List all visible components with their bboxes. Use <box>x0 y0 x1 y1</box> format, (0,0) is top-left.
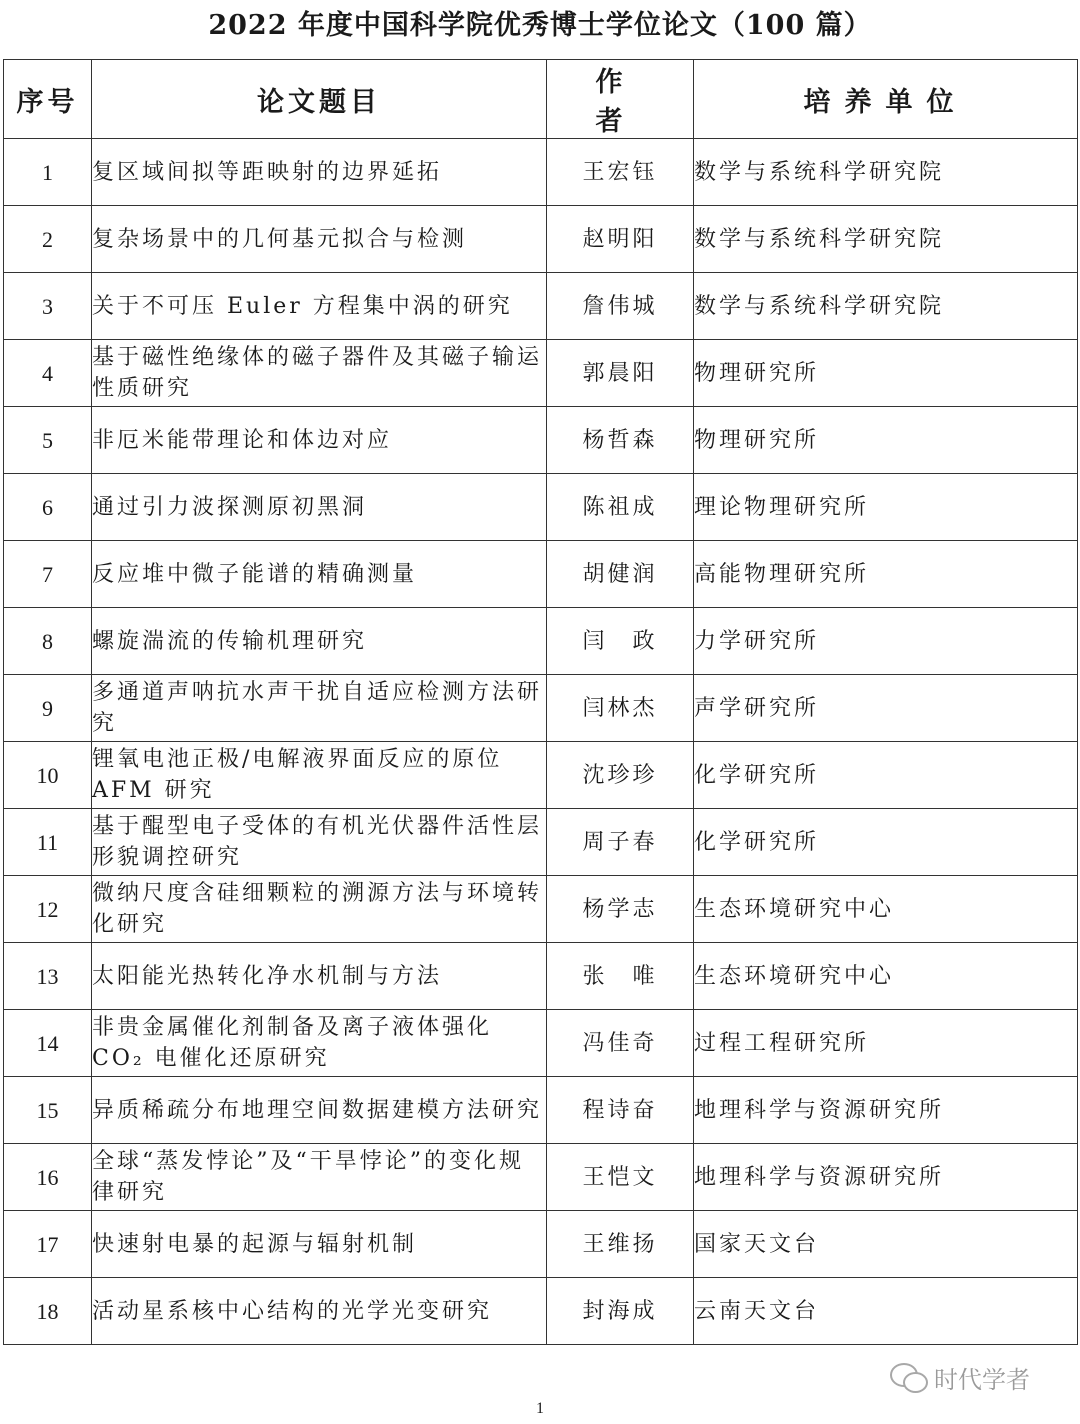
training-unit: 物理研究所 <box>694 407 1078 474</box>
header-no: 序号 <box>4 60 92 139</box>
training-unit: 数学与系统科学研究院 <box>694 139 1078 206</box>
table-row <box>4 1144 1078 1211</box>
header-title: 论文题目 <box>92 60 547 139</box>
thesis-title: 异质稀疏分布地理空间数据建模方法研究 <box>92 1077 547 1144</box>
row-number: 3 <box>4 273 92 340</box>
training-unit: 云南天文台 <box>694 1278 1078 1345</box>
author-name: 赵明阳 <box>547 206 694 273</box>
table-row <box>4 809 1078 876</box>
thesis-title: 关于不可压 Euler 方程集中涡的研究 <box>92 273 547 340</box>
row-number: 16 <box>4 1144 92 1211</box>
thesis-table <box>3 59 1078 1345</box>
row-number: 1 <box>4 139 92 206</box>
training-unit: 地理科学与资源研究所 <box>694 1077 1078 1144</box>
row-number: 11 <box>4 809 92 876</box>
table-row <box>4 206 1078 273</box>
thesis-title: 全球“蒸发悖论”及“干旱悖论”的变化规律研究 <box>92 1144 547 1211</box>
author-name: 封海成 <box>547 1278 694 1345</box>
table-row <box>4 742 1078 809</box>
table-row <box>4 1278 1078 1345</box>
row-number: 12 <box>4 876 92 943</box>
author-name: 王维扬 <box>547 1211 694 1278</box>
row-number: 10 <box>4 742 92 809</box>
watermark-text: 时代学者 <box>934 1366 1030 1394</box>
author-name: 周子春 <box>547 809 694 876</box>
table-body <box>4 139 1078 1345</box>
training-unit: 国家天文台 <box>694 1211 1078 1278</box>
header-unit: 培养单位 <box>694 60 1078 139</box>
training-unit: 声学研究所 <box>694 675 1078 742</box>
training-unit: 地理科学与资源研究所 <box>694 1144 1078 1211</box>
training-unit: 生态环境研究中心 <box>694 876 1078 943</box>
thesis-title: 微纳尺度含硅细颗粒的溯源方法与环境转化研究 <box>92 876 547 943</box>
author-name: 程诗奋 <box>547 1077 694 1144</box>
row-number: 14 <box>4 1010 92 1077</box>
watermark <box>890 1360 1030 1395</box>
table-row <box>4 273 1078 340</box>
table-row <box>4 608 1078 675</box>
training-unit: 数学与系统科学研究院 <box>694 206 1078 273</box>
training-unit: 过程工程研究所 <box>694 1010 1078 1077</box>
author-name: 郭晨阳 <box>547 340 694 407</box>
thesis-title: 活动星系核中心结构的光学光变研究 <box>92 1278 547 1345</box>
author-name: 王恺文 <box>547 1144 694 1211</box>
header-author: 作 者 <box>547 60 694 139</box>
page-number: 1 <box>536 1400 544 1417</box>
thesis-title: 螺旋湍流的传输机理研究 <box>92 608 547 675</box>
table-row <box>4 1077 1078 1144</box>
thesis-title: 太阳能光热转化净水机制与方法 <box>92 943 547 1010</box>
author-name: 冯佳奇 <box>547 1010 694 1077</box>
table-row <box>4 675 1078 742</box>
table-row <box>4 407 1078 474</box>
author-name: 杨哲森 <box>547 407 694 474</box>
table-row <box>4 139 1078 206</box>
training-unit: 数学与系统科学研究院 <box>694 273 1078 340</box>
author-name: 胡健润 <box>547 541 694 608</box>
author-name: 陈祖成 <box>547 474 694 541</box>
thesis-title: 基于磁性绝缘体的磁子器件及其磁子输运性质研究 <box>92 340 547 407</box>
thesis-title: 通过引力波探测原初黑洞 <box>92 474 547 541</box>
author-name: 沈珍珍 <box>547 742 694 809</box>
training-unit: 物理研究所 <box>694 340 1078 407</box>
row-number: 6 <box>4 474 92 541</box>
row-number: 15 <box>4 1077 92 1144</box>
row-number: 2 <box>4 206 92 273</box>
row-number: 13 <box>4 943 92 1010</box>
training-unit: 生态环境研究中心 <box>694 943 1078 1010</box>
training-unit: 化学研究所 <box>694 742 1078 809</box>
row-number: 18 <box>4 1278 92 1345</box>
table-row <box>4 474 1078 541</box>
table-row <box>4 541 1078 608</box>
row-number: 17 <box>4 1211 92 1278</box>
thesis-title: 锂氧电池正极/电解液界面反应的原位 AFM 研究 <box>92 742 547 809</box>
author-name: 张 唯 <box>547 943 694 1010</box>
training-unit: 高能物理研究所 <box>694 541 1078 608</box>
author-name: 闫林杰 <box>547 675 694 742</box>
thesis-title: 基于醌型电子受体的有机光伏器件活性层形貌调控研究 <box>92 809 547 876</box>
row-number: 4 <box>4 340 92 407</box>
table-row <box>4 876 1078 943</box>
thesis-title: 多通道声呐抗水声干扰自适应检测方法研究 <box>92 675 547 742</box>
training-unit: 理论物理研究所 <box>694 474 1078 541</box>
training-unit: 力学研究所 <box>694 608 1078 675</box>
document-title: 2022 年度中国科学院优秀博士学位论文（100 篇） <box>208 10 872 41</box>
training-unit: 化学研究所 <box>694 809 1078 876</box>
thesis-title: 快速射电暴的起源与辐射机制 <box>92 1211 547 1278</box>
table-row <box>4 943 1078 1010</box>
author-name: 詹伟城 <box>547 273 694 340</box>
author-name: 王宏钰 <box>547 139 694 206</box>
thesis-title: 非厄米能带理论和体边对应 <box>92 407 547 474</box>
author-name: 闫 政 <box>547 608 694 675</box>
table-header-row <box>4 60 1078 139</box>
thesis-title: 反应堆中微子能谱的精确测量 <box>92 541 547 608</box>
thesis-title: 复杂场景中的几何基元拟合与检测 <box>92 206 547 273</box>
row-number: 9 <box>4 675 92 742</box>
row-number: 5 <box>4 407 92 474</box>
wechat-icon <box>890 1363 928 1393</box>
row-number: 7 <box>4 541 92 608</box>
row-number: 8 <box>4 608 92 675</box>
table-row <box>4 1211 1078 1278</box>
thesis-title: 非贵金属催化剂制备及离子液体强化 CO₂ 电催化还原研究 <box>92 1010 547 1077</box>
table-row <box>4 340 1078 407</box>
table-row <box>4 1010 1078 1077</box>
thesis-title: 复区域间拟等距映射的边界延拓 <box>92 139 547 206</box>
author-name: 杨学志 <box>547 876 694 943</box>
